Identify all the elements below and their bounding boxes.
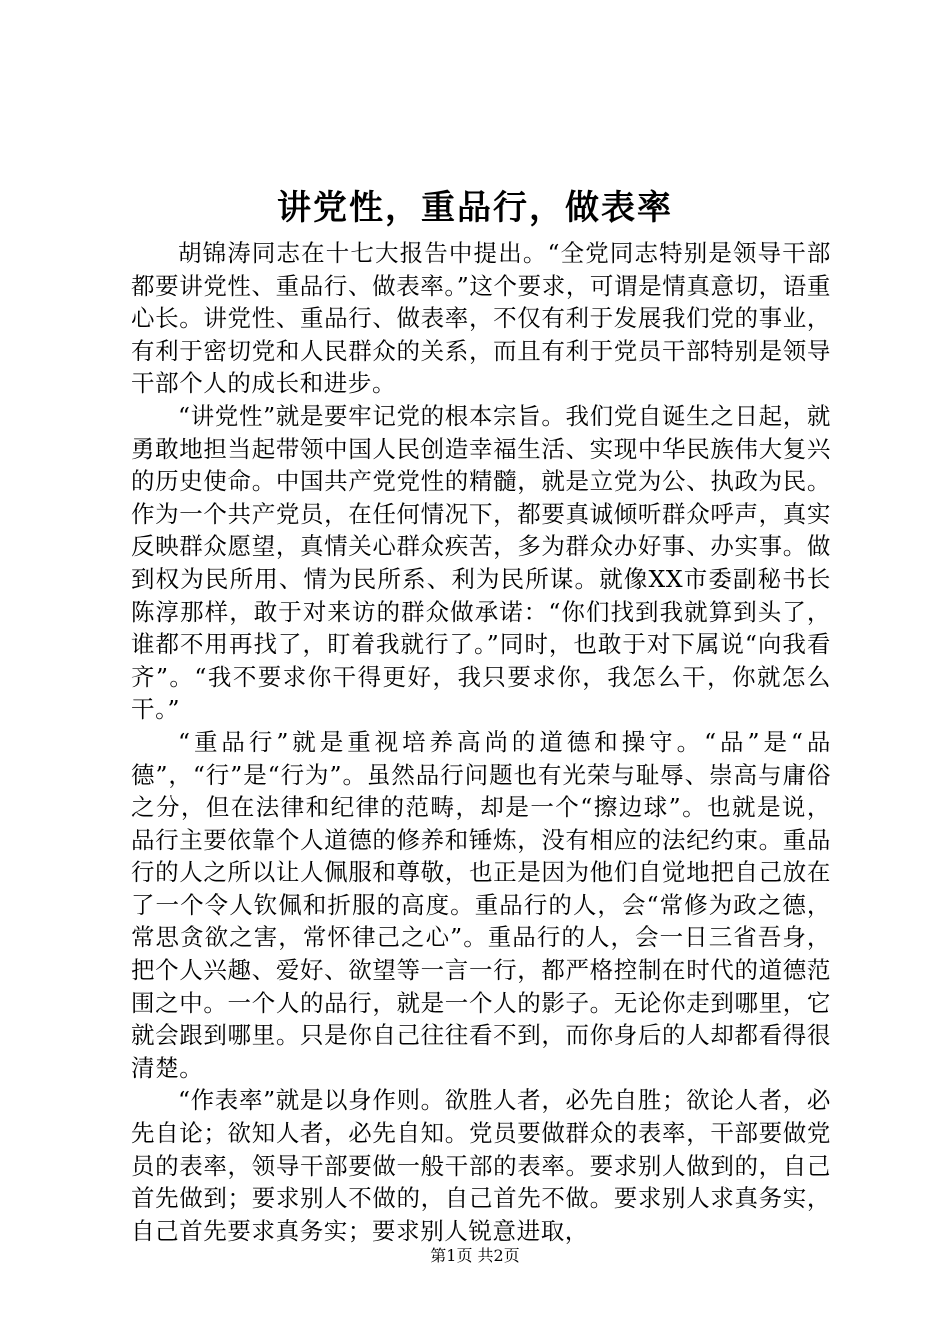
paragraph-party-spirit: “讲党性”就是要牢记党的根本宗旨。我们党自诞生之日起，就勇敢地担当起带领中国人民创造幸福生活、实现中华民族伟大复兴的历史使命。中国共产党党性的精髓，就是立党为公、执政为民。作为一个共产党员，在任何情况下，都要真诚倾听群众呼声，真实反映群众愿望，真情关心群众疾苦，多为群众办好事、办实事。做到权为民所用、情为民所系、利为民所谋。就像XX市委副秘书长陈淳那样，敢于对来访的群众做承诺：“你们找到我就算到头了，谁都不用再找了，盯着我就行了。”同时，也敢于对下属说“向我看齐”。“我不要求你干得更好，我只要求你，我怎么干，你就怎么干。” — [131, 401, 831, 724]
paragraph-example: “作表率”就是以身作则。欲胜人者，必先自胜；欲论人者，必先自论；欲知人者，必先自知。党员要做群众的表率，干部要做党员的表率，领导干部要做一般干部的表率。要求别人做到的，自己首先做到；要求别人不做的，自己首先不做。要求别人求真务实，自己首先要求真务实；要求别人锐意进取， — [131, 1086, 831, 1245]
paragraph-intro: 胡锦涛同志在十七大报告中提出。“全党同志特别是领导干部都要讲党性、重品行、做表率。”这个要求，可谓是情真意切，语重心长。讲党性、重品行、做表率，不仅有利于发展我们党的事业，有利于密切党和人民群众的关系，而且有利于党员干部特别是领导干部个人的成长和进步。 — [131, 239, 831, 398]
document-title: 讲党性，重品行，做表率 — [277, 188, 673, 228]
paragraph-conduct: “重品行”就是重视培养高尚的道德和操守。“品”是“品德”，“行”是“行为”。虽然品行问题也有光荣与耻辱、崇高与庸俗之分，但在法律和纪律的范畴，却是一个“擦边球”。也就是说，品行主要依靠个人道德的修养和锤炼，没有相应的法纪约束。重品行的人之所以让人佩服和尊敬，也正是因为他们自觉地把自己放在了一个令人钦佩和折服的高度。重品行的人，会“常修为政之德，常思贪欲之害，常怀律己之心”。重品行的人，会一日三省吾身，把个人兴趣、爱好、欲望等一言一行，都严格控制在时代的道德范围之中。一个人的品行，就是一个人的影子。无论你走到哪里，它就会跟到哪里。只是你自己往往看不到，而你身后的人却都看得很清楚。 — [131, 727, 831, 1082]
document-body — [131, 237, 831, 1247]
page-number-footer: 第1页 共2页 — [430, 1246, 520, 1265]
